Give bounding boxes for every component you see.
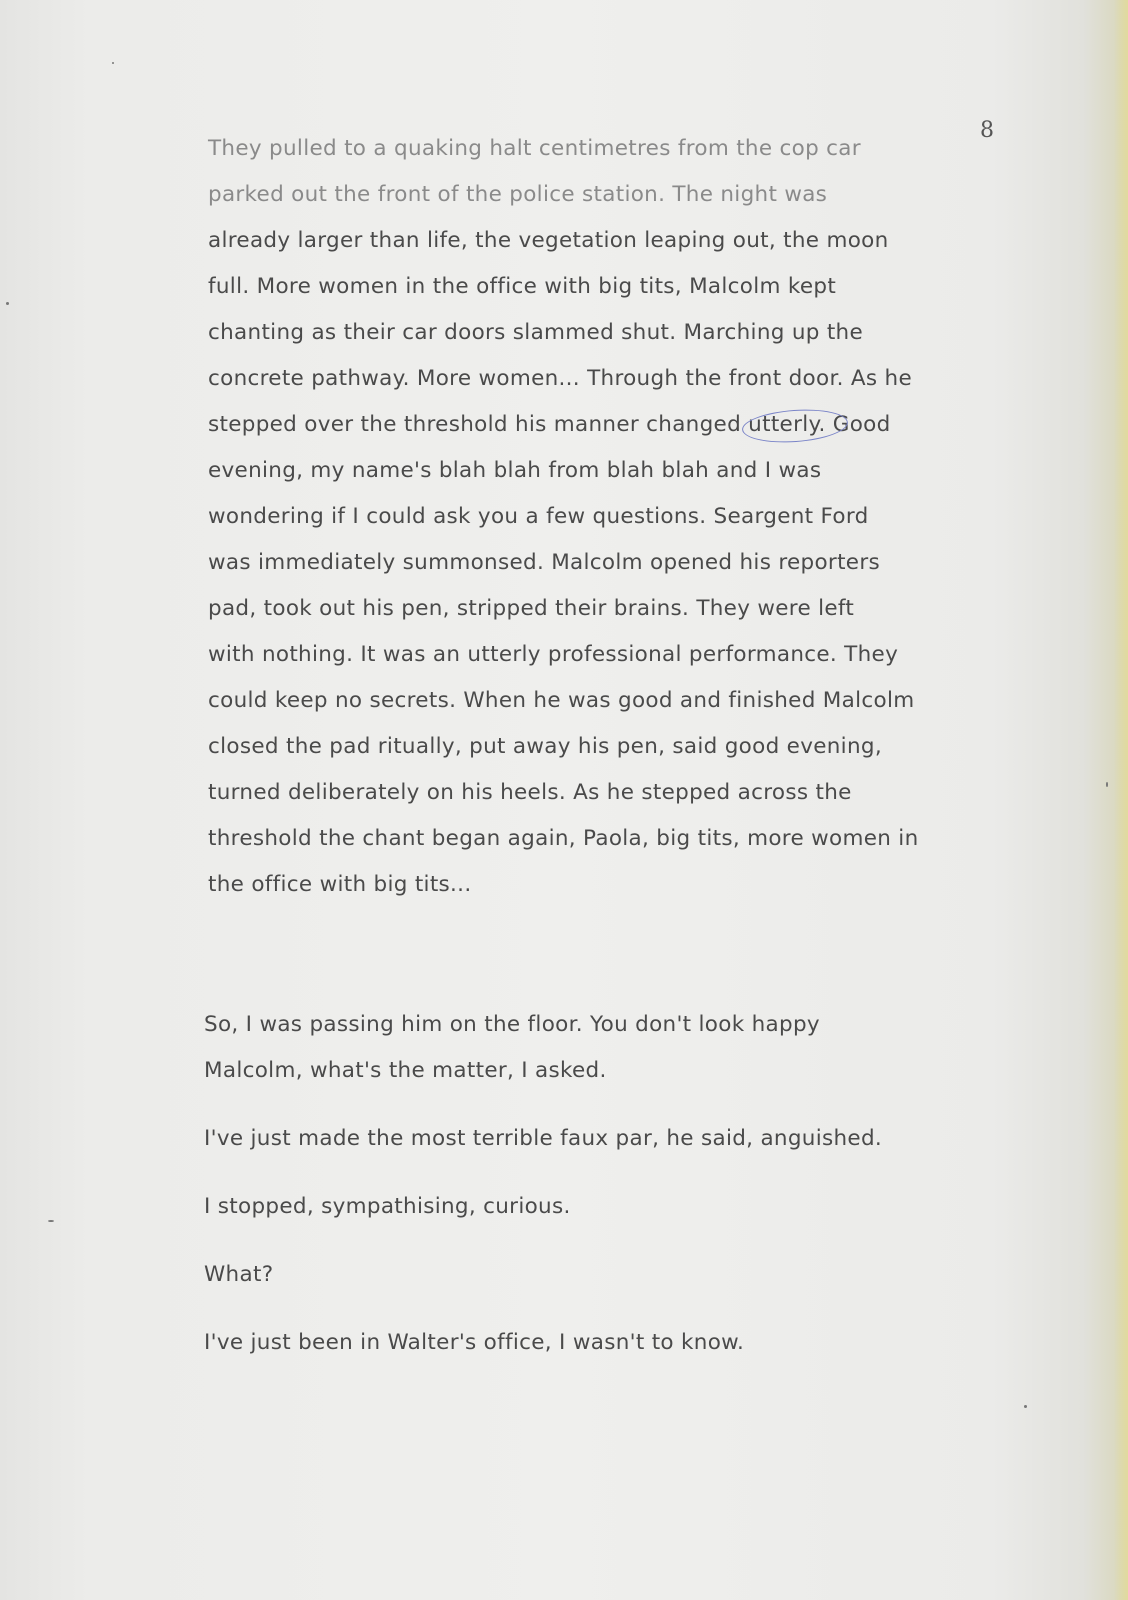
text-line: I've just been in Walter's office, I wasn't to know. [204,1330,745,1355]
text-line: chanting as their car doors slammed shut. Marching up the [208,320,864,345]
text-line: I stopped, sympathising, curious. [204,1194,571,1219]
text-line: full. More women in the office with big tits, Malcolm kept [208,274,837,299]
text-line: could keep no secrets. When he was good and finished Malcolm [208,688,915,713]
text-line-end: Good [825,412,891,437]
text-line: evening, my name's blah blah from blah blah and I was [208,458,822,483]
text-line: What? [204,1262,274,1287]
text-line: concrete pathway. More women... Through the front door. As he [208,366,912,391]
text-line: They pulled to a quaking halt centimetres from the cop car [208,136,861,161]
paragraph [204,1184,1004,1230]
text-line: turned deliberately on his heels. As he stepped across the [208,780,852,805]
text-line: the office with big tits... [208,872,472,897]
text-line-start: stepped over the threshold his manner changed [208,412,749,437]
text-line: threshold the chant began again, Paola, big tits, more women in [208,826,919,851]
page-number: 8 [980,118,994,143]
text-line: wondering if I could ask you a few questions. Seargent Ford [208,504,869,529]
text-line: with nothing. It was an utterly professional performance. They [208,642,899,667]
paper-speck [1024,1405,1027,1408]
paper-edge [1114,0,1128,1600]
text-line: pad, took out his pen, stripped their brains. They were left [208,596,855,621]
text-line: So, I was passing him on the floor. You don't look happy [204,1012,820,1037]
text-line: I've just made the most terrible faux par, he said, anguished. [204,1126,883,1151]
paragraph [204,1320,1004,1366]
paper-speck [48,1220,54,1222]
paragraph [204,1002,1004,1094]
paper-speck [112,62,114,64]
circled-word-annotation: utterly. [748,402,825,448]
paragraph [204,1116,1004,1162]
paragraph [204,1252,1004,1298]
text-line: already larger than life, the vegetation leaping out, the moon [208,228,889,253]
typed-passage-2 [204,1002,1004,1388]
text-line-with-circled-word [208,402,988,448]
typed-passage-1 [208,126,988,908]
text-line: Malcolm, what's the matter, I asked. [204,1058,607,1083]
paper-speck [6,302,9,305]
text-line: closed the pad ritually, put away his pen, said good evening, [208,734,882,759]
text-line: parked out the front of the police station. The night was [208,182,828,207]
text-line: was immediately summonsed. Malcolm opened his reporters [208,550,880,575]
paper-speck [1106,782,1108,787]
